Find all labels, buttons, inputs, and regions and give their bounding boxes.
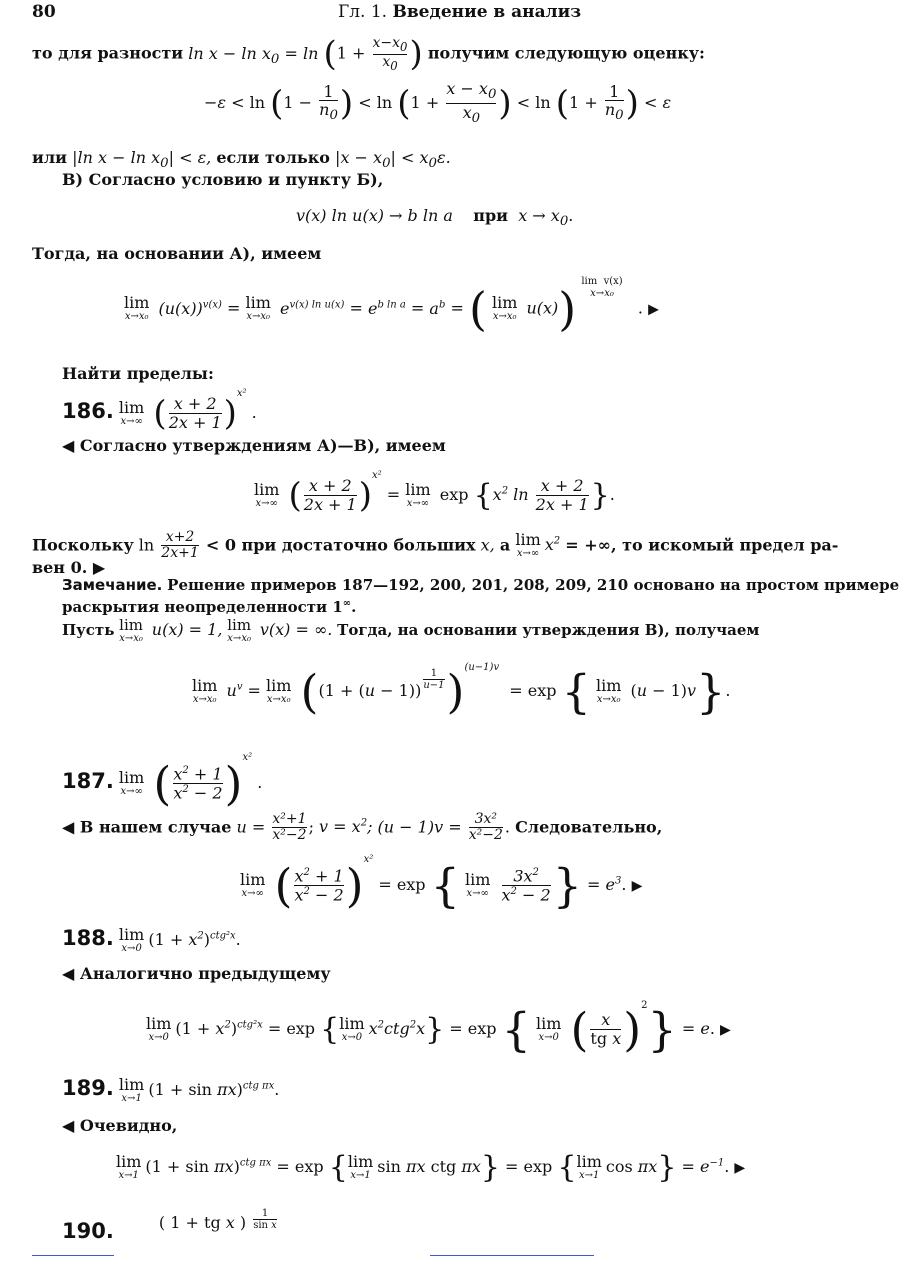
problem-187: 187. lim x→∞ ( $\frac{x^2 + 1}{x^2 - 2}$ )$^{x^2}$ .: [62, 752, 263, 811]
paragraph-then: Тогда, на основании А), имеем: [32, 244, 322, 263]
paragraph-186-end: вен 0. ▶: [32, 558, 106, 577]
solution-189: ◀ Очевидно,: [62, 1116, 178, 1135]
page-number: 80: [32, 2, 56, 22]
fraction: $\frac{x-x_0}{x_0}$: [372, 35, 408, 73]
end-proof-icon: ▶: [648, 301, 659, 318]
remark-cont: раскрытия неопределенности 1∞.: [62, 598, 357, 616]
end-proof-icon: ▶: [734, 1160, 746, 1176]
problem-186: 186. lim x→∞ ( $\frac{x + 2}{2x + 1}$ )$^{x^2}$ .: [62, 388, 257, 434]
equation-189: lim x→1 $(1 + \sin \pi x)^{ctg \pi x} = \exp$ { lim x→1 sin πx ctg πx} = exp { lim x→1 $\cos \pi x\} = e^{-1}$. ▶: [116, 1150, 746, 1185]
paragraph-186-conclusion: Поскольку ln $\frac{x+2}{2x+1}$ < 0 при достаточно больших x, а lim x→∞ $x^2$ = +∞, то искомый предел ра-: [32, 529, 839, 562]
equation-main-limit: lim x→x₀ $(u(x))^{v(x)}$ = lim x→x₀ $e^{v(x) ln u(x)} = e^{b ln a} = a^b$ = ( lim x→x₀ u(x)) lim v(x) x→x₀ . ▶: [124, 276, 659, 336]
equation-general: lim x→x₀ $u^v$ = lim x→x₀ ((1 + (u − 1)) $^{\frac{1}{u-1}}$ )$^{(u-1)v}$ = exp { lim x→x₀ (u − 1)v}.: [192, 662, 731, 719]
equation-vlnu: v(x) ln u(x) → b ln a при $x \to x_0$.: [296, 206, 574, 230]
let-line: Пусть lim x→x₀ u(x) = 1, lim x→x₀ v(x) = ∞. Тогда, на основании утверждения В), получаем: [62, 616, 760, 644]
footer-link-rule-right[interactable]: [430, 1255, 594, 1256]
paragraph-difference: то для разности $\ln x - \ln x_0 = \ln (1$ + $\frac{x-x_0}{x_0}$ ) получим следующую оценку:: [32, 34, 705, 75]
end-proof-icon: ▶: [631, 878, 643, 894]
running-header: [338, 2, 581, 22]
equation-estimate: −ε < ln (1 − $\frac{1}{n_0}$ ) < ln (1 + $\frac{x - x_0}{x_0}$ ) < ln (1 + $\frac{1}{n_0}$ ) < ε: [204, 79, 672, 127]
solution-187: ◀ В нашем случае u = $\frac{\text{x²+1}}{\text{x²−2}}$ ; $v = x^2$; (u − 1)v = $\frac{\text{3x²}}{\text{x²−2}}$ . Следовательно,: [62, 811, 663, 844]
problem-189: 189. lim x→1 $(1 + \sin \pi x)^{ctg \pi x}$.: [62, 1074, 280, 1104]
paragraph-or: или |ln $x - \ln x_0| < \varepsilon$, если только $|x - x_0| < x_0\varepsilon$.: [32, 148, 451, 172]
solution-186: ◀ Согласно утверждениям А)—В), имеем: [62, 436, 446, 455]
equation-188: lim x→0 $(1 + x^2)^{ctg^2x} = \exp$ { lim x→0 $x^2ctg^2x\} = \exp$ { lim x→0 ( $\frac{x}{\text{tg x}}$ )$^2$} = e. ▶: [146, 1000, 731, 1057]
problem-number: 188.: [62, 926, 114, 950]
find-limits-heading: Найти пределы:: [62, 364, 214, 383]
remark: Замечание. Решение примеров 187—192, 200, 201, 208, 209, 210 основано на простом примере: [62, 576, 899, 594]
equation-187: lim x→∞ ( $\frac{x^2 + 1}{x^2 - 2}$ )$^{x^2}$ = exp { lim x→∞ $\frac{3x^2}{x^2 - 2}$ } = $e^3$. ▶: [240, 854, 643, 913]
problem-number: 189.: [62, 1076, 114, 1100]
end-proof-icon: ▶: [720, 1022, 731, 1038]
equation-186: lim x→∞ ( $\frac{x + 2}{2x + 1}$ )$^{x^2}$ = lim x→∞ $\exp \{x^2$ ln $\frac{x + 2}{2x + 1}$ }.: [254, 470, 615, 516]
solution-188: ◀ Аналогично предыдущему: [62, 964, 331, 983]
problem-188: 188. lim x→0 $(1 + x^2)^{ctg^2x}$.: [62, 924, 241, 954]
problem-number: 186.: [62, 399, 114, 423]
paragraph-b: В) Согласно условию и пункту Б),: [62, 170, 384, 189]
chapter-title: Введение в анализ: [392, 2, 582, 22]
chapter-number: Гл. 1.: [338, 2, 388, 22]
problem-number: 187.: [62, 769, 114, 793]
problem-190-cutoff: 190. ( 1 + tg x ) $^{\frac{1}{\text{sin x}}}$: [62, 1208, 277, 1244]
footer-link-rule-left[interactable]: [32, 1255, 114, 1256]
